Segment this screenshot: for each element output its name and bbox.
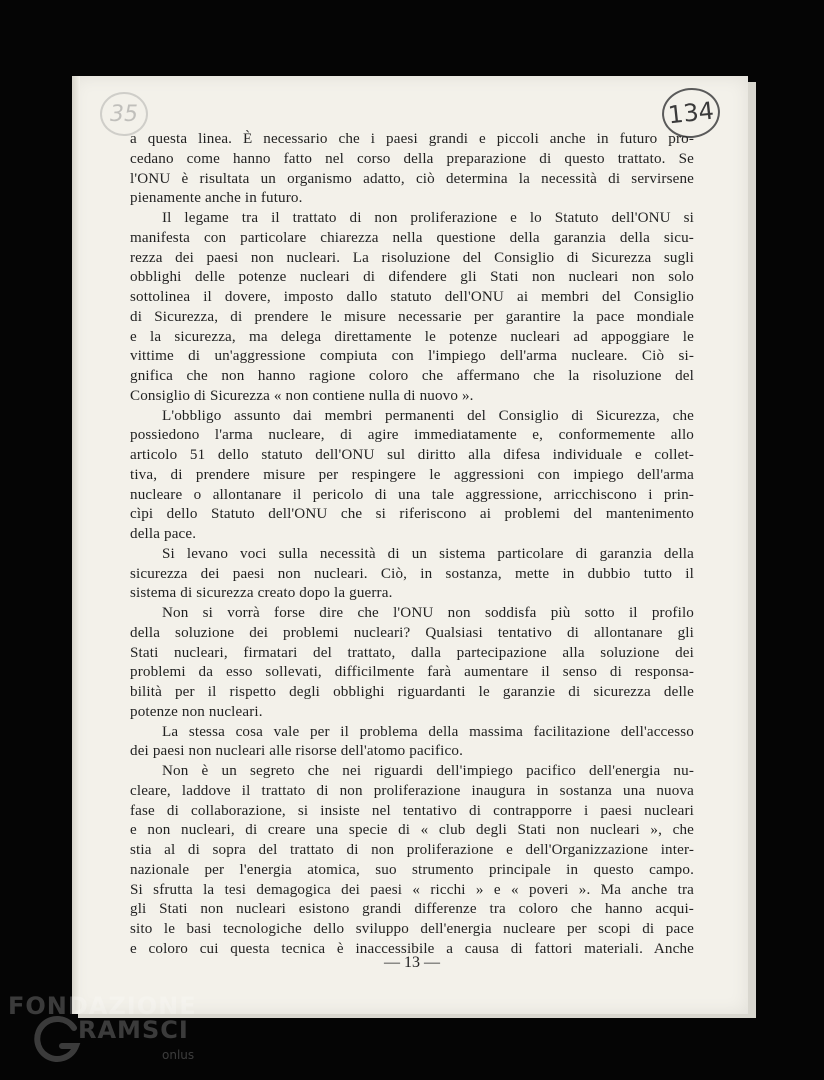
text-line-29: bilità per il rispetto degli obblighi riguardanti le garanzie di sicurezza delle (130, 684, 694, 700)
text-line-36: e non nucleari, di creare una specie di « club degli Stati non nucleari », che (130, 822, 694, 839)
text-line-25: Non si vorrà forse dire che l'ONU non soddisfa più sotto il profilo (162, 605, 694, 621)
watermark-line2: RAMSCI (78, 1016, 189, 1044)
text-line-26: della soluzione dei problemi nucleari? Qualsiasi tentativo di allontanare gli (130, 624, 694, 641)
text-line-9: sottolinea il dovere, imposto dallo statuto dell'ONU ai membri del Consiglio (130, 289, 694, 305)
text-line-4: pienamente anche in futuro. (130, 190, 303, 207)
text-line-40: gli Stati non nucleari esistono grandi differenze tra coloro che hanno acqui- (130, 901, 694, 918)
text-line-17: articolo 51 dello statuto dell'ONU sul diritto alla difesa individuale e collet- (130, 447, 694, 463)
text-line-41: sito le basi tecnologiche dello sviluppo dell'energia nucleare per scopi di pace (130, 921, 694, 937)
text-line-27: Stati nucleari, firmatari del trattato, dalla partecipazione alla soluzione dei (130, 644, 694, 661)
text-line-22: Si levano voci sulla necessità di un sistema particolare di garanzia della (162, 545, 694, 562)
text-line-38: nazionale per l'energia atomica, suo strumento principale in questo campo. (130, 861, 694, 878)
text-line-16: possiedono l'arma nucleare, di agire immediatamente e, conformemente allo (130, 427, 694, 444)
text-line-23: sicurezza dei paesi non nucleari. Ciò, in sostanza, mette in dubbio tutto il (130, 565, 694, 582)
text-line-30: potenze non nucleari. (130, 703, 263, 720)
text-line-13: gnifica che non hanno ragione coloro che affermano che la risoluzione del (130, 368, 694, 384)
text-line-12: vittime di un'aggressione compiuta con l'impiego dell'arma nucleare. Ciò si- (130, 348, 694, 365)
text-line-3: l'ONU è risultata un organismo adatto, ciò determina la necessità di servirsene (130, 170, 694, 187)
text-line-34: cleare, laddove il trattato di non proliferazione inaugura in sostanza una nuova (130, 782, 694, 799)
text-line-2: cedano come hanno fatto nel corso della preparazione di questo trattato. Se (130, 150, 694, 167)
text-line-21: della pace. (130, 526, 197, 542)
gramsci-g-icon (34, 1014, 84, 1064)
text-line-19: nucleare o allontanare il pericolo di una tale aggressione, arricchiscono i prin- (130, 486, 694, 503)
text-line-5: Il legame tra il trattato di non proliferazione e lo Statuto dell'ONU si (162, 210, 694, 226)
text-line-28: problemi da esso sollevati, difficilmente farà aumentare il senso di responsa- (130, 664, 694, 681)
watermark-line1: FONDAZIONE (8, 992, 197, 1020)
pencil-annotation-left: 35 (100, 92, 148, 136)
text-line-18: tiva, di prendere misure per respingere le aggressioni con impiego dell'arma (130, 466, 694, 483)
text-line-1: a questa linea. È necessario che i paesi grandi e piccoli anche in futuro pro- (130, 131, 694, 147)
pencil-annotation-right: 134 (660, 85, 723, 141)
text-line-11: e la sicurezza, ma delega direttamente le potenze nucleari ad appoggiare le (130, 328, 694, 345)
text-line-14: Consiglio di Sicurezza « non contiene nulla di nuovo ». (130, 387, 474, 404)
text-line-7: rezza dei paesi non nucleari. La risoluzione del Consiglio di Sicurezza sugli (130, 249, 694, 266)
watermark-logo (8, 988, 208, 1068)
text-line-10: di Sicurezza, di prendere le misure necessarie per garantire la pace mondiale (130, 308, 694, 325)
text-line-20: cìpi dello Statuto dell'ONU che si riferiscono ai problemi del mantenimento (130, 506, 694, 523)
text-line-8: obblighi delle potenze nucleari di difendere gli Stati non nucleari non solo (130, 269, 694, 286)
text-line-15: L'obbligo assunto dai membri permanenti del Consiglio di Sicurezza, che (162, 407, 694, 424)
text-line-24: sistema di sicurezza creato dopo la guerra. (130, 585, 393, 602)
watermark-sub: onlus (162, 1048, 195, 1062)
text-line-42: e coloro cui questa tecnica è inaccessibile a causa di fattori materiali. Anche (130, 940, 694, 957)
text-line-35: fase di collaborazione, si insiste nel tentativo di contrapporre i paesi nucleari (130, 802, 694, 819)
text-line-33: Non è un segreto che nei riguardi dell'impiego pacifico dell'energia nu- (162, 763, 694, 779)
text-line-32: dei paesi non nucleari alle risorse dell'atomo pacifico. (130, 743, 463, 760)
text-line-37: stia al di sopra del trattato di non proliferazione e dell'Organizzazione inter- (130, 842, 694, 858)
page-binding-edge (72, 76, 80, 1014)
body-text (130, 130, 694, 960)
text-line-31: La stessa cosa vale per il problema della massima facilitazione dell'accesso (162, 723, 694, 740)
page-number: — 13 — (384, 954, 440, 971)
text-line-39: Si sfrutta la tesi demagogica dei paesi « ricchi » e « poveri ». Ma anche tra (130, 881, 694, 898)
text-line-6: manifesta con particolare chiarezza nella questione della garanzia della sicu- (130, 229, 694, 246)
